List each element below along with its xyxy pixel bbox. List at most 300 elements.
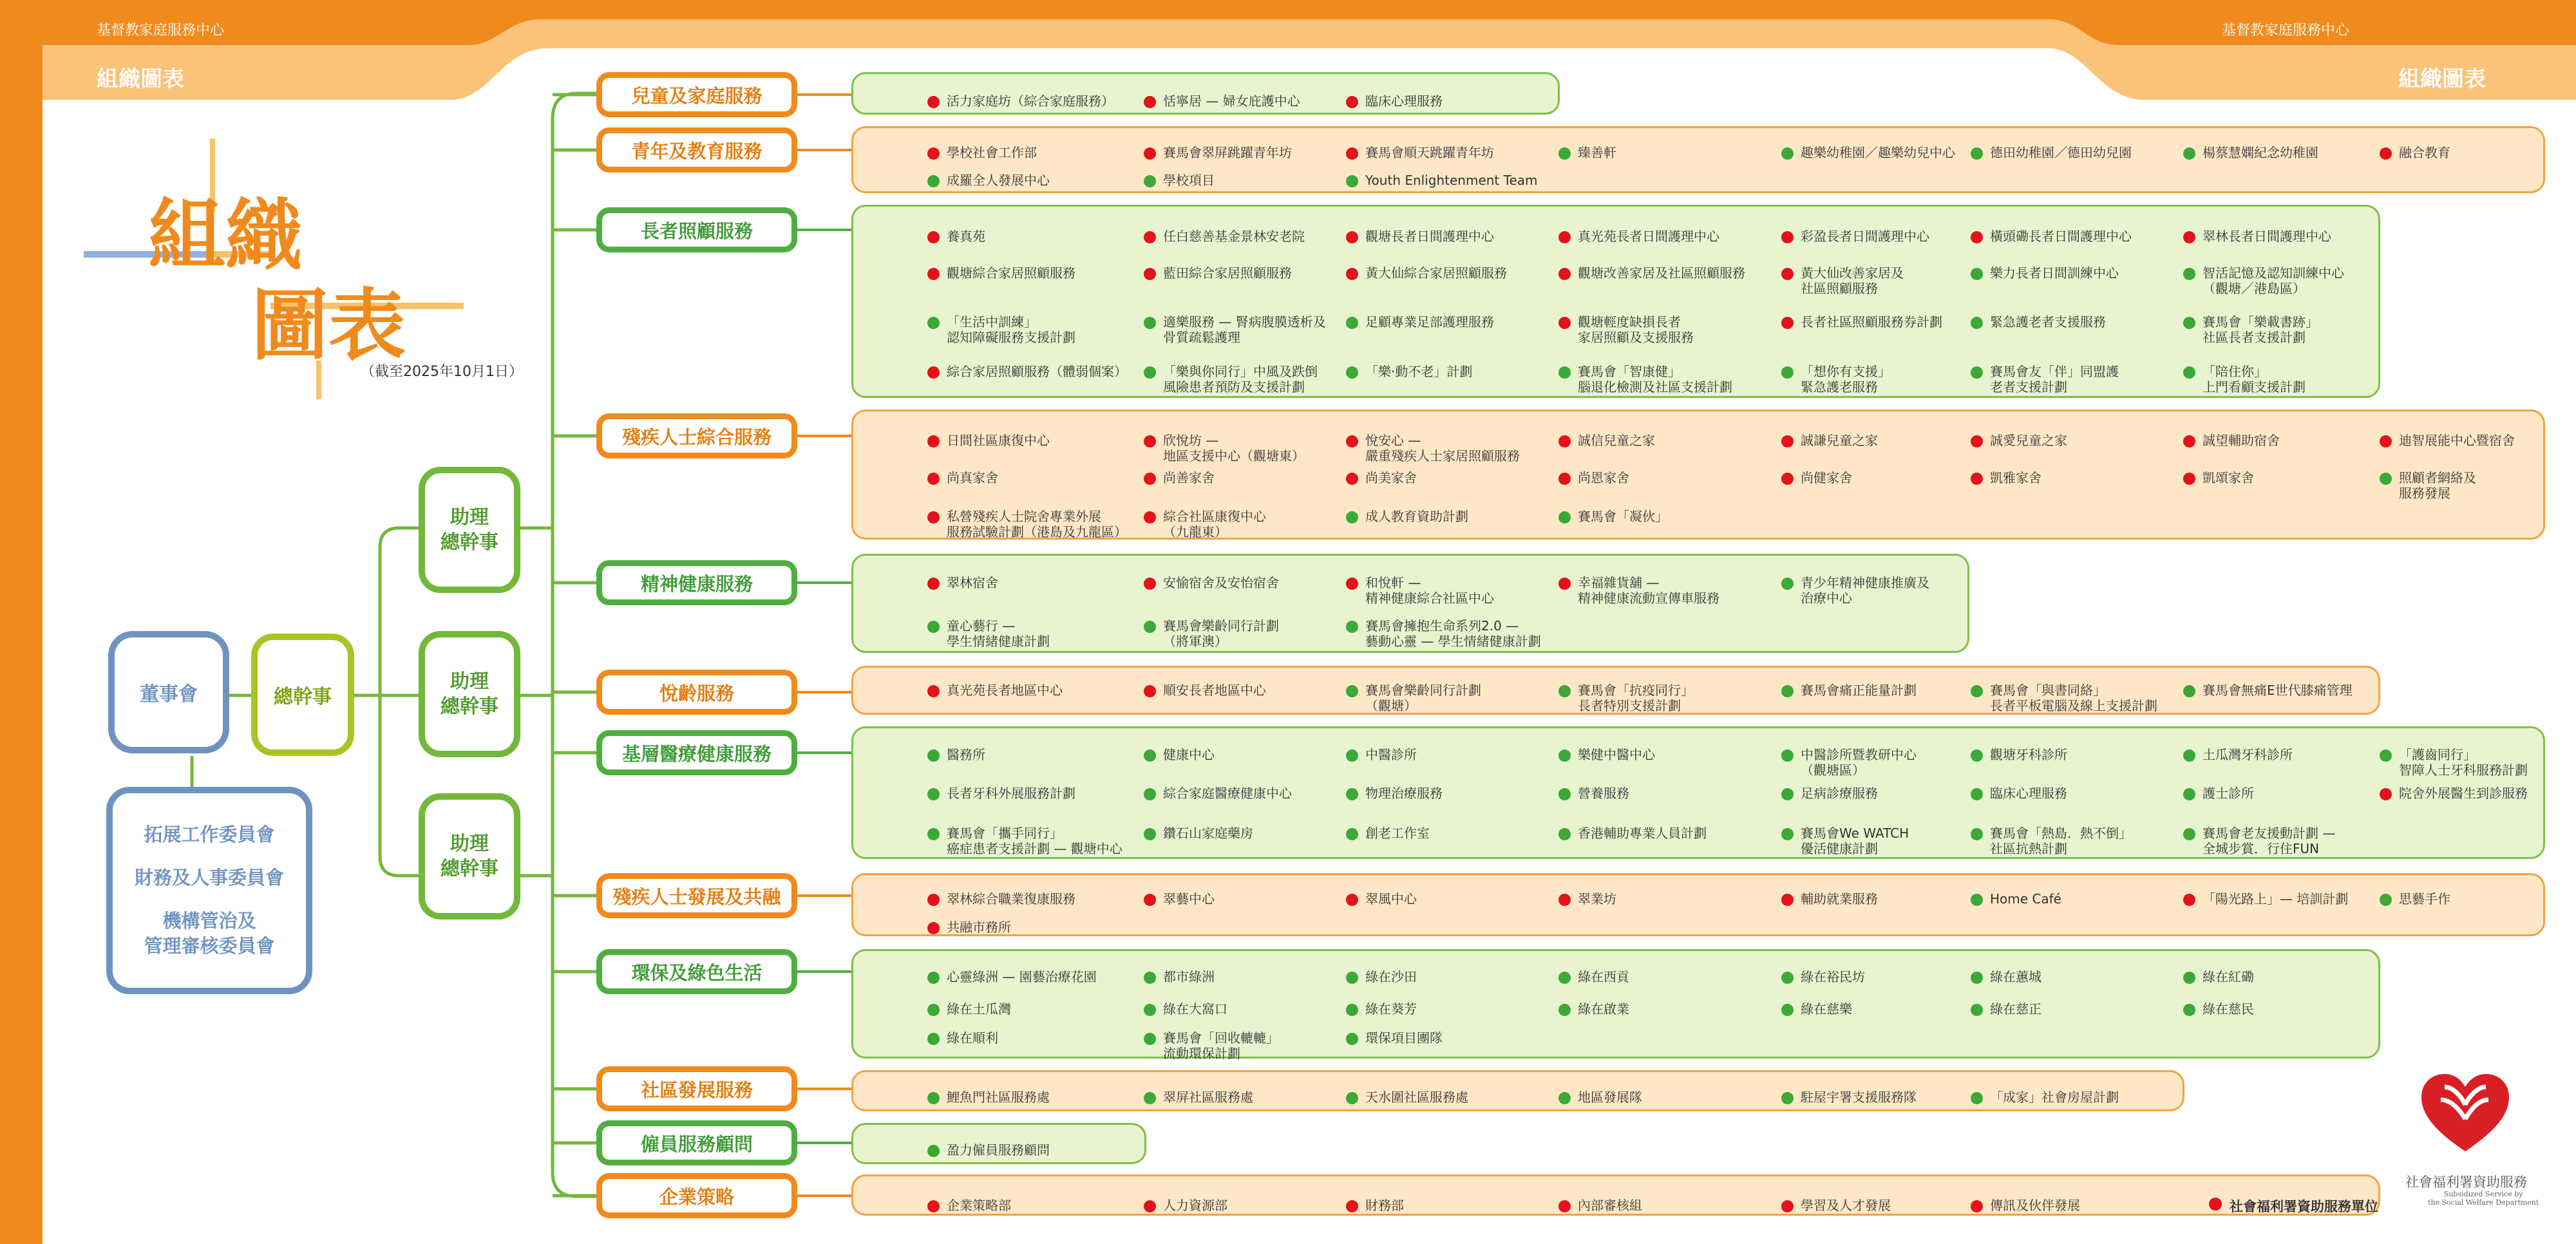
non-subsidized-dot — [2183, 685, 2195, 697]
service-unit — [1346, 1089, 1468, 1105]
swd-subsidized-dot — [1346, 473, 1358, 485]
department-4: 殘疾人士綜合服務 — [596, 413, 797, 458]
service-unit-label: 翠藝中心 — [1163, 891, 1215, 907]
service-unit-label: 凱頌家舍 — [2202, 470, 2254, 485]
service-unit-label: 翠林長者日間護理中心 — [2202, 229, 2331, 244]
service-unit-label: 地區發展隊 — [1578, 1089, 1642, 1105]
swd-subsidized-dot — [1144, 473, 1156, 485]
service-unit — [927, 969, 1097, 985]
non-subsidized-dot — [1346, 175, 1358, 187]
org-name-left: 基督教家庭服務中心 — [97, 23, 225, 39]
service-unit-label: 賽馬會「抗疫同行」 長者特別支援計劃 — [1578, 683, 1694, 713]
service-unit-label: 黃大仙綜合家居照顧服務 — [1365, 265, 1507, 281]
service-unit — [2380, 786, 2528, 801]
service-unit — [1558, 145, 1616, 160]
non-subsidized-dot — [1346, 685, 1358, 697]
service-unit — [1144, 575, 1279, 590]
swd-subsidized-dot — [927, 578, 940, 590]
swd-subsidized-dot — [1971, 231, 1983, 243]
service-unit-label: 楊蔡慧嫻紀念幼稚園 — [2202, 145, 2318, 160]
non-subsidized-dot — [1781, 1004, 1794, 1016]
swd-subsidized-dot — [927, 685, 940, 697]
non-subsidized-dot — [1558, 147, 1571, 160]
service-unit-label: 綠在沙田 — [1365, 969, 1417, 985]
service-unit — [1144, 747, 1215, 762]
committee-development: 拓展工作委員會 — [144, 823, 275, 845]
board-of-directors: 董事會 — [108, 631, 229, 753]
service-unit-label: 「生活中訓練」 認知障礙服務支援計劃 — [947, 314, 1075, 345]
service-unit-label: 中醫診所暨教研中心 （觀塘區） — [1801, 747, 1917, 778]
service-unit — [1558, 575, 1719, 606]
swd-subsidized-dot — [1558, 435, 1571, 448]
service-unit — [1781, 433, 1878, 448]
department-1: 兒童及家庭服務 — [596, 72, 797, 117]
service-unit-label: 盈力僱員服務顧問 — [947, 1142, 1050, 1158]
service-unit — [2380, 891, 2450, 907]
service-unit — [1346, 825, 1430, 841]
swd-subsidized-dot — [1971, 435, 1983, 448]
non-subsidized-dot — [1346, 317, 1358, 329]
service-unit-label: 凱雅家舍 — [1990, 470, 2041, 485]
service-unit-label: 尚真家舍 — [947, 470, 998, 485]
service-unit — [1144, 683, 1266, 698]
service-unit — [2183, 786, 2254, 801]
swd-subsidized-dot — [927, 473, 940, 485]
non-subsidized-dot — [1346, 621, 1358, 633]
non-subsidized-dot — [1781, 578, 1794, 590]
non-subsidized-dot — [1781, 749, 1794, 762]
service-unit-label: 中醫診所 — [1365, 747, 1417, 762]
service-unit-label: 德田幼稚園／德田幼兒園 — [1990, 145, 2132, 160]
service-unit-label: 照顧者網絡及 服務發展 — [2399, 470, 2476, 501]
non-subsidized-dot — [1558, 828, 1571, 840]
service-unit-label: 悅安心 — 嚴重殘疾人士家居照顧服務 — [1365, 433, 1520, 464]
non-subsidized-dot — [927, 828, 940, 840]
swd-subsidized-dot — [2380, 788, 2392, 800]
general-manager: 總幹事 — [251, 634, 354, 756]
swd-subsidized-dot — [1781, 1200, 1794, 1212]
swd-subsidized-dot — [1144, 435, 1156, 448]
service-unit-label: 翠風中心 — [1365, 891, 1417, 907]
service-unit — [1346, 470, 1417, 485]
service-unit — [1144, 825, 1253, 841]
service-unit — [1144, 229, 1305, 244]
non-subsidized-dot — [1971, 894, 1983, 906]
non-subsidized-dot — [1781, 147, 1794, 160]
service-unit — [1144, 969, 1215, 985]
committees-box — [106, 787, 312, 994]
non-subsidized-dot — [2183, 147, 2195, 160]
service-unit-label: 天水圍社區服務處 — [1365, 1089, 1468, 1105]
service-unit-label: 香港輔助專業人員計劃 — [1578, 825, 1707, 841]
subtitle-right: 組織圖表 — [2398, 66, 2486, 92]
service-unit — [1971, 1001, 2041, 1017]
service-unit — [2183, 747, 2293, 762]
swd-subsidized-dot — [1144, 685, 1156, 697]
service-unit-label: 足顧專業足部護理服務 — [1365, 314, 1494, 330]
service-unit — [927, 433, 1050, 448]
service-unit-label: 賽馬會痛正能量計劃 — [1801, 683, 1917, 698]
non-subsidized-dot — [1558, 972, 1571, 984]
service-unit — [927, 786, 1075, 801]
committee-governance-audit: 機構管治及 管理審核委員會 — [144, 910, 275, 957]
service-unit — [1144, 618, 1279, 649]
department-2: 青年及教育服務 — [596, 127, 797, 173]
service-unit-label: 人力資源部 — [1163, 1198, 1227, 1213]
service-unit-label: 尚善家舍 — [1163, 470, 1215, 485]
service-unit — [927, 1001, 1011, 1017]
service-unit — [2380, 145, 2450, 160]
service-unit-label: 觀塘改善家居及社區照顧服務 — [1578, 265, 1745, 281]
service-unit — [927, 314, 1075, 345]
service-unit — [1558, 1001, 1629, 1017]
department-9: 環保及綠色生活 — [596, 949, 797, 994]
service-unit — [1346, 265, 1507, 281]
service-unit — [2183, 314, 2318, 345]
non-subsidized-dot — [1144, 1004, 1156, 1016]
non-subsidized-dot — [1346, 366, 1358, 379]
service-unit-label: 翠業坊 — [1578, 891, 1616, 907]
service-unit — [1346, 1030, 1443, 1046]
service-unit — [1781, 786, 1878, 801]
non-subsidized-dot — [1971, 317, 1983, 329]
swd-subsidized-dot — [1144, 511, 1156, 523]
non-subsidized-dot — [927, 175, 940, 187]
non-subsidized-dot — [927, 788, 940, 800]
service-unit-label: 綠在大窩口 — [1163, 1001, 1227, 1017]
service-unit-label: 賽馬會「智康健」 腦退化檢測及社區支援計劃 — [1578, 364, 1732, 395]
service-unit-label: 「護齒同行」 智障人士牙科服務計劃 — [2399, 747, 2528, 778]
non-subsidized-dot — [2183, 1004, 2195, 1016]
department-6: 悅齡服務 — [596, 670, 797, 715]
service-unit-label: 融合教育 — [2399, 145, 2450, 160]
service-unit — [2380, 470, 2476, 501]
service-unit — [927, 919, 1011, 935]
service-unit — [1971, 145, 2132, 160]
service-unit — [1971, 786, 2067, 801]
non-subsidized-dot — [2183, 828, 2195, 840]
service-unit-label: 「成家」社會房屋計劃 — [1990, 1089, 2119, 1105]
service-unit — [1346, 618, 1541, 649]
service-unit — [1558, 786, 1629, 801]
service-unit — [927, 145, 1037, 160]
service-unit-label: 彩盈長者日間護理中心 — [1801, 229, 1929, 244]
service-unit — [1346, 229, 1494, 244]
department-5: 精神健康服務 — [596, 560, 797, 605]
service-unit-label: 長者牙科外展服務計劃 — [947, 786, 1075, 801]
non-subsidized-dot — [1346, 1033, 1358, 1045]
service-unit — [2183, 969, 2254, 985]
non-subsidized-dot — [1144, 788, 1156, 800]
service-unit-label: 綠在順利 — [947, 1030, 998, 1046]
service-unit-label: 共融市務所 — [947, 919, 1011, 935]
service-unit-label: 「樂‧動不老」計劃 — [1365, 364, 1473, 379]
non-subsidized-dot — [2183, 788, 2195, 800]
service-unit-label: 綜合家庭醫療健康中心 — [1163, 786, 1292, 801]
service-unit-label: 尚恩家舍 — [1578, 470, 1629, 485]
service-unit-label: 誠望輔助宿舍 — [2202, 433, 2280, 448]
non-subsidized-dot — [1144, 828, 1156, 840]
service-unit-label: 賽馬會樂齡同行計劃 （將軍澳） — [1163, 618, 1279, 649]
service-unit-label: 順安長者地區中心 — [1163, 683, 1266, 698]
swd-subsidized-dot — [1558, 231, 1571, 243]
service-unit — [1781, 683, 1917, 698]
service-unit-label: 臨床心理服務 — [1990, 786, 2067, 801]
swd-subsidized-dot — [1346, 578, 1358, 590]
non-subsidized-dot — [1558, 685, 1571, 697]
service-unit-label: 成羅全人發展中心 — [947, 173, 1050, 188]
non-subsidized-dot — [927, 1033, 940, 1045]
service-unit-label: 企業策略部 — [947, 1198, 1011, 1213]
service-unit-label: 適樂服務 — 腎病腹膜透析及 骨質疏鬆護理 — [1163, 314, 1326, 345]
service-unit — [1144, 364, 1318, 395]
service-unit — [1558, 470, 1629, 485]
service-unit — [1558, 433, 1655, 448]
non-subsidized-dot — [1346, 788, 1358, 800]
swd-subsidized-dot — [1346, 268, 1358, 280]
swd-subsidized-dot — [2380, 435, 2392, 448]
service-unit — [1346, 93, 1443, 109]
service-unit — [1558, 683, 1694, 713]
swd-subsidized-dot — [1144, 147, 1156, 160]
non-subsidized-dot — [1971, 1004, 1983, 1016]
non-subsidized-dot — [927, 749, 940, 762]
service-unit-label: 尚美家舍 — [1365, 470, 1417, 485]
swd-logo-name: 社會福利署資助服務 — [2405, 1174, 2527, 1190]
service-unit-label: 「想你有支援」 緊急護老服務 — [1801, 364, 1891, 395]
department-11: 僱員服務顧問 — [596, 1120, 797, 1165]
service-unit-label: 醫務所 — [947, 747, 985, 762]
swd-subsidized-dot — [927, 147, 940, 160]
service-unit — [1781, 145, 1955, 160]
swd-heart-logo — [2421, 1074, 2509, 1151]
service-unit — [1346, 145, 1494, 160]
service-unit-label: 翠林綜合職業復康服務 — [947, 891, 1075, 907]
non-subsidized-dot — [1144, 1092, 1156, 1104]
service-unit — [927, 891, 1075, 907]
service-unit-label: 綠在慈民 — [2202, 1001, 2254, 1017]
service-unit — [2183, 891, 2348, 907]
service-unit-label: 輔助就業服務 — [1801, 891, 1878, 907]
non-subsidized-dot — [927, 621, 940, 633]
service-unit — [1144, 433, 1305, 464]
swd-subsidized-dot — [1144, 96, 1156, 108]
service-unit — [1558, 825, 1707, 841]
service-unit — [1346, 891, 1417, 907]
non-subsidized-dot — [1346, 1092, 1358, 1104]
swd-subsidized-dot — [1346, 435, 1358, 448]
service-unit — [2183, 145, 2318, 160]
department-7: 基層醫療健康服務 — [596, 730, 797, 775]
swd-subsidized-dot — [1971, 473, 1983, 485]
service-unit-label: 護士診所 — [2202, 786, 2254, 801]
service-unit — [1558, 314, 1694, 345]
service-unit-label: 長者社區照顧服務券計劃 — [1801, 314, 1942, 330]
non-subsidized-dot — [1971, 1092, 1983, 1104]
service-unit — [1558, 229, 1719, 244]
swd-subsidized-dot — [927, 922, 940, 934]
service-unit — [927, 1198, 1011, 1213]
department-3: 長者照顧服務 — [596, 207, 797, 252]
service-unit-label: 土瓜灣牙科診所 — [2202, 747, 2293, 762]
committee-finance-hr: 財務及人事委員會 — [134, 866, 284, 889]
service-unit — [1144, 93, 1300, 109]
service-unit — [1144, 265, 1292, 281]
swd-subsidized-dot — [927, 894, 940, 906]
swd-subsidized-dot — [1558, 578, 1571, 590]
service-unit-label: 傳訊及伙伴發展 — [1990, 1198, 2080, 1213]
service-unit — [927, 265, 1075, 281]
service-unit — [927, 825, 1122, 856]
non-subsidized-dot — [2380, 749, 2392, 762]
service-unit-label: 誠謙兒童之家 — [1801, 433, 1878, 448]
service-unit-label: 賽馬會「凝伙」 — [1578, 509, 1668, 524]
swd-subsidized-dot — [1144, 1200, 1156, 1212]
service-unit — [927, 618, 1050, 649]
service-unit — [1971, 1089, 2119, 1105]
service-unit-label: 智活記憶及認知訓練中心 （觀塘／港島區） — [2202, 265, 2344, 296]
non-subsidized-dot — [1558, 1004, 1571, 1016]
service-unit — [1971, 314, 2106, 330]
swd-subsidized-dot — [1558, 894, 1571, 906]
service-unit-label: 思藝手作 — [2399, 891, 2450, 907]
service-unit — [1346, 747, 1417, 762]
service-unit-label: 綠在西貢 — [1578, 969, 1629, 985]
title-line1: 組織 — [148, 190, 303, 281]
service-unit-label: 樂力長者日間訓練中心 — [1990, 265, 2119, 281]
non-subsidized-dot — [2183, 268, 2195, 280]
swd-subsidized-dot — [2183, 231, 2195, 243]
service-unit-label: 真光苑長者日間護理中心 — [1578, 229, 1719, 244]
service-unit — [927, 1030, 998, 1046]
service-unit-label: 鑽石山家庭藥房 — [1163, 825, 1253, 841]
service-unit-label: 都市綠洲 — [1163, 969, 1215, 985]
service-unit-label: 橫頭磡長者日間護理中心 — [1990, 229, 2132, 244]
service-unit — [1781, 364, 1891, 395]
service-unit-label: 「陽光路上」— 培訓計劃 — [2202, 891, 2349, 907]
non-subsidized-dot — [927, 1145, 940, 1157]
swd-subsidized-dot — [1971, 1200, 1983, 1212]
service-unit — [1144, 470, 1215, 485]
service-unit — [1781, 891, 1878, 907]
department-10: 社區發展服務 — [596, 1066, 797, 1111]
service-unit — [1971, 747, 2067, 762]
non-subsidized-dot — [1346, 1004, 1358, 1016]
service-unit-label: 「樂與你同行」中風及跌倒 風險患者預防及支援計劃 — [1163, 364, 1318, 395]
non-subsidized-dot — [1558, 788, 1571, 800]
service-unit — [1781, 825, 1909, 856]
non-subsidized-dot — [2380, 473, 2392, 485]
swd-subsidized-dot — [2380, 147, 2392, 160]
service-unit-label: 創老工作室 — [1365, 825, 1430, 841]
service-unit-label: 賽馬會We WATCH 優活健康計劃 — [1801, 825, 1909, 856]
non-subsidized-dot — [1781, 828, 1794, 840]
service-unit — [1781, 229, 1929, 244]
swd-subsidized-dot — [1781, 268, 1794, 280]
service-unit — [2183, 1001, 2254, 1017]
service-unit-label: 營養服務 — [1578, 786, 1629, 801]
service-unit-label: 財務部 — [1365, 1198, 1404, 1213]
service-unit — [927, 747, 985, 762]
swd-subsidized-dot — [1144, 268, 1156, 280]
service-unit — [1971, 969, 2041, 985]
non-subsidized-dot — [1971, 685, 1983, 697]
service-unit-label: 迪智展能中心暨宿舍 — [2399, 433, 2515, 448]
service-unit-label: 心靈綠洲 — 園藝治療花園 — [947, 969, 1097, 985]
service-unit — [1971, 229, 2132, 244]
swd-subsidized-dot — [1781, 231, 1794, 243]
non-subsidized-dot — [1971, 788, 1983, 800]
service-unit — [1781, 1001, 1852, 1017]
service-unit — [927, 1142, 1050, 1158]
service-unit-label: 賽馬會「攜手同行」 癌症患者支援計劃 — 觀塘中心 — [947, 825, 1122, 856]
service-unit — [927, 173, 1050, 188]
service-unit — [1144, 891, 1215, 907]
service-unit — [2380, 433, 2515, 448]
service-unit-label: 賽馬會擁抱生命系列2.0 — 藝動心靈 — 學生情緒健康計劃 — [1365, 618, 1541, 649]
swd-subsidized-dot — [1558, 268, 1571, 280]
swd-subsidized-dot — [1781, 473, 1794, 485]
non-subsidized-dot — [1144, 175, 1156, 187]
non-subsidized-dot — [1971, 972, 1983, 984]
service-unit — [1971, 364, 2119, 395]
service-unit — [1558, 1089, 1642, 1105]
service-unit-label: 綠在蕙城 — [1990, 969, 2041, 985]
service-unit-label: 駐屋宇署支援服務隊 — [1801, 1089, 1917, 1105]
service-unit-label: 觀塘牙科診所 — [1990, 747, 2067, 762]
assistant-gm-1: 助理 總幹事 — [419, 467, 520, 593]
service-unit — [1558, 265, 1745, 281]
service-unit — [1781, 1198, 1891, 1213]
swd-subsidized-dot — [927, 1200, 940, 1212]
non-subsidized-dot — [927, 972, 940, 984]
service-unit-label: 學校項目 — [1163, 173, 1215, 188]
service-unit — [927, 683, 1063, 698]
non-subsidized-dot — [1781, 972, 1794, 984]
non-subsidized-dot — [927, 1004, 940, 1016]
service-unit-label: 綜合社區康復中心 （九龍東） — [1163, 509, 1266, 540]
swd-subsidized-dot — [1346, 231, 1358, 243]
non-subsidized-dot — [1144, 749, 1156, 762]
service-unit — [2183, 683, 2353, 698]
service-unit-label: 內部審核組 — [1578, 1198, 1642, 1213]
legend-red-dot — [2209, 1198, 2222, 1211]
service-unit — [1346, 364, 1472, 379]
service-unit-label: 臨床心理服務 — [1365, 93, 1443, 109]
swd-subsidized-dot — [1346, 1200, 1358, 1212]
non-subsidized-dot — [2183, 317, 2195, 329]
service-unit-label: 黃大仙改善家居及 社區照顧服務 — [1801, 265, 1904, 296]
service-unit — [1781, 314, 1942, 330]
service-unit — [1781, 969, 1865, 985]
service-unit-label: 日間社區康復中心 — [947, 433, 1050, 448]
service-unit — [1781, 265, 1904, 296]
service-unit-label: 學校社會工作部 — [947, 145, 1037, 160]
service-unit-label: 尚健家舍 — [1801, 470, 1852, 485]
swd-subsidized-dot — [927, 268, 940, 280]
department-8: 殘疾人士發展及共融 — [596, 873, 797, 918]
service-unit-label: 童心藝行 — 學生情緒健康計劃 — [947, 618, 1050, 649]
service-unit — [1971, 470, 2041, 485]
service-unit-label: 院舍外展醫生到診服務 — [2399, 786, 2528, 801]
service-unit — [1971, 891, 2061, 907]
swd-logo-english: Subsidized Service by the Social Welfare Department — [2428, 1190, 2539, 1207]
service-unit-label: 誠愛兒童之家 — [1990, 433, 2067, 448]
service-unit-label: 賽馬會無痛E世代膝痛管理 — [2202, 683, 2353, 698]
service-unit — [1558, 891, 1616, 907]
service-unit — [1558, 747, 1655, 762]
service-unit-label: Home Café — [1990, 891, 2061, 907]
